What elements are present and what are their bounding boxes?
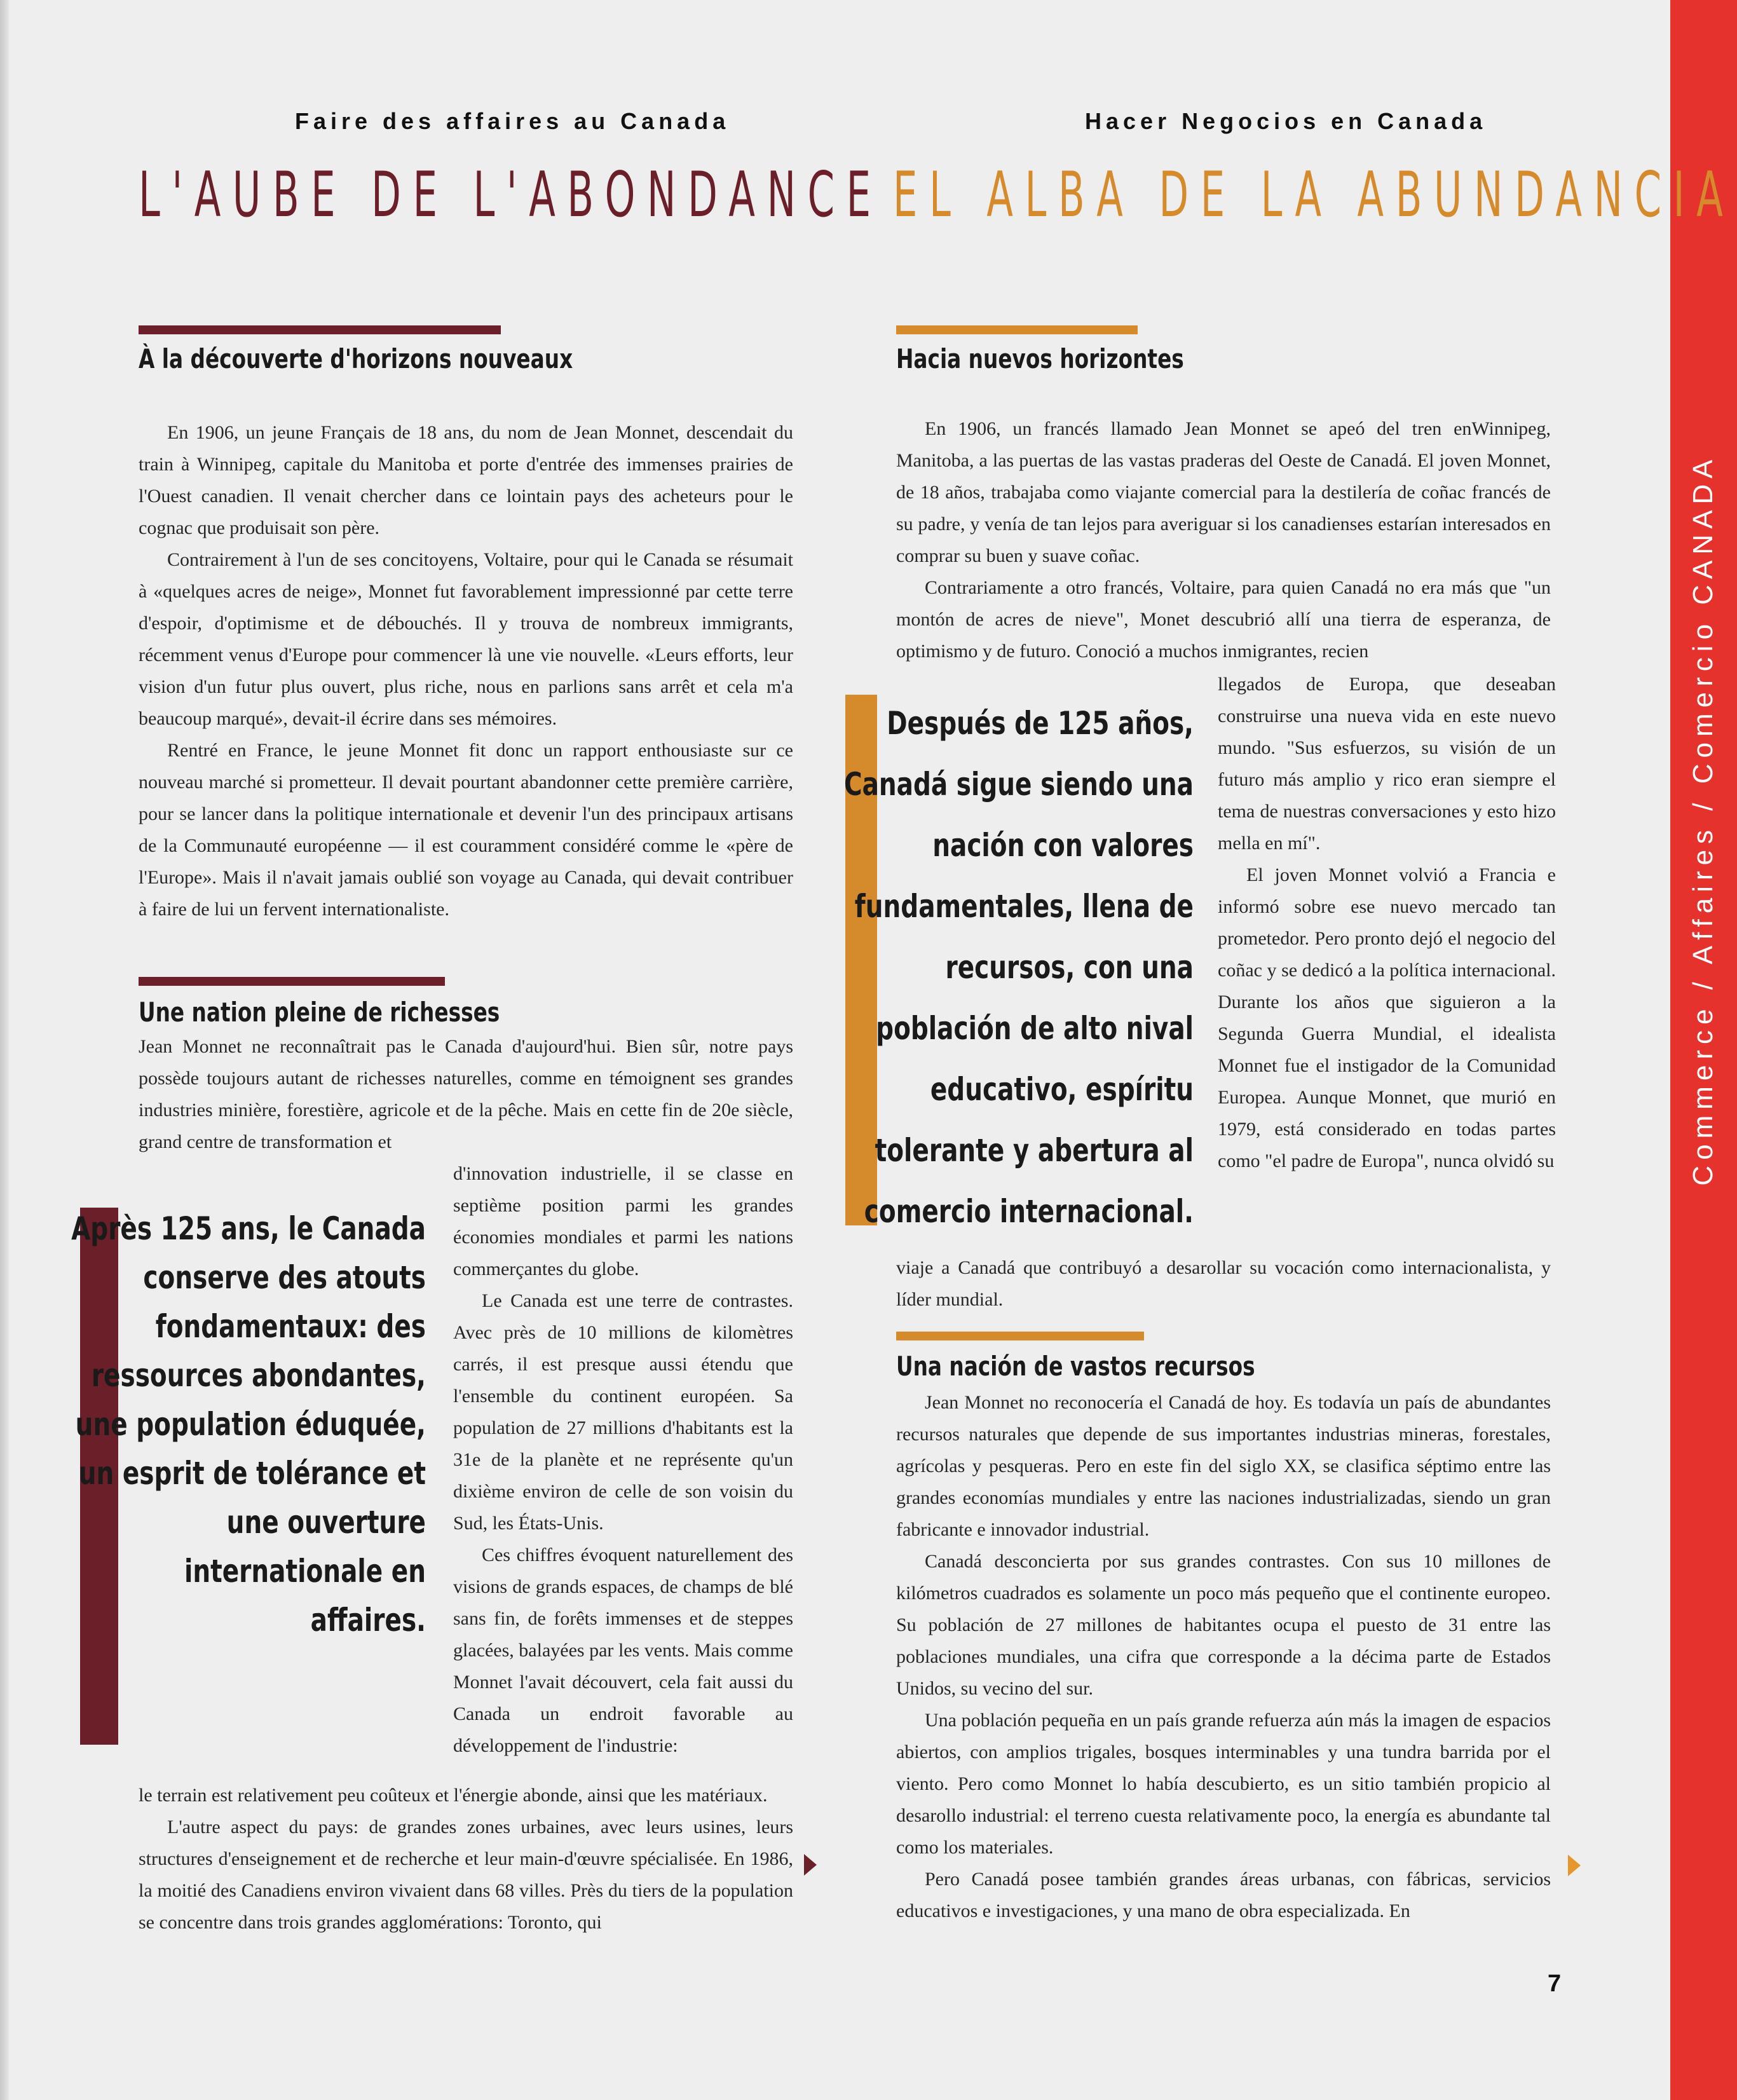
french-paragraph: En 1906, un jeune Français de 18 ans, du nom de Jean Monnet, descendait du train à Winnipeg, capitale du Manitoba et porte d'entrée des immenses prairies de l'Ouest canadien. Il venait chercher dans ce lointain pays des acheteurs pour le cognac que produisait son père.: [139, 422, 793, 538]
spanish-section2-rule: [896, 1332, 1144, 1340]
french-section1-rule: [139, 325, 501, 334]
french-title: L'AUBE DE L'ABONDANCE: [139, 159, 883, 231]
french-paragraph: Le Canada est une terre de contrastes. Avec près de 10 millions de kilomètres carrés, il est presque aussi étendu que l'ensemble du continent européen. Sa population de 27 millions d'habitants est la 31e de la planète et ne représente qu'un dixième environ de celle de son voisin du Sud, les États-Unis.: [453, 1290, 793, 1534]
french-kicker: Faire des affaires au Canada: [295, 108, 730, 134]
spanish-paragraph: Canadá desconcierta por sus grandes contrastes. Con sus 10 millones de kilómetros cuadrados es solamente un poco más pequeño que el continente europeo. Su población de 27 millones de habitantes ocupa el puesto de 31 entre las poblaciones mundiales, una cifra que corresponde a la décima parte de Estados Unidos, su vecino del sur.: [896, 1551, 1551, 1699]
spanish-title: EL ALBA DE LA ABUNDANCIA: [893, 159, 1735, 231]
french-pullquote: Après 125 ans, le Canada conserve des atouts fondamentaux: des ressources abondantes, une population éduquée, un esprit de tolérance et une ouverture internationale en affaires.: [71, 1210, 426, 1639]
side-strip-label: Commerce / Affaires / Comercio CANADA: [1687, 454, 1719, 1186]
spanish-section1-body: [896, 413, 1551, 667]
spanish-paragraph: Pero Canadá posee también grandes áreas urbanas, con fábricas, servicios educativos e investigaciones, y una mano de obra especializada. En: [896, 1869, 1551, 1921]
french-paragraph: L'autre aspect du pays: de grandes zones urbaines, avec leurs usines, leurs structures d'enseignement et de recherche et leur main-d'œuvre spécialisée. En 1986, la moitié des Canadiens environ vivaient dans 68 villes. Près du tiers de la population se concentre dans trois grandes agglomérations: Toronto, qui: [139, 1817, 793, 1933]
continue-arrow-icon: [1568, 1855, 1581, 1876]
french-section2-lead: [139, 1031, 793, 1158]
spanish-paragraph: En 1906, un francés llamado Jean Monnet se apeó del tren enWinnipeg, Manitoba, a las puertas de las vastas praderas del Oeste de Canadá. El joven Monnet, de 18 años, trabajaba como viajante comercial para la destilería de coñac francés de su padre, y venía de tan lejos para averiguar si los canadienses estarían interesados en comprar su buen y suave coñac.: [896, 418, 1551, 566]
page-number: 7: [1548, 1970, 1562, 1997]
french-paragraph: Ces chiffres évoquent naturellement des visions de grands espaces, de champs de blé sans fin, de forêts immenses et de steppes glacées, balayées par les vents. Mais comme Monnet l'avait découvert, cela fait aussi du Canada un endroit favorable au développement de l'industrie:: [453, 1544, 793, 1756]
french-section2-heading: Une nation pleine de richesses: [139, 997, 500, 1028]
page-binding-edge: [0, 0, 9, 2100]
spanish-section1-column: [1218, 669, 1556, 1177]
french-paragraph: Contrairement à l'un de ses concitoyens, Voltaire, pour qui le Canada se résumait à «quelques acres de neige», Monnet fut favorablement impressionné par cette terre d'espoir, d'optimisme et de débouchés. Il y trouva de nombreux immigrants, récemment venus d'Europe pour commencer là une vie nouvelle. «Leurs efforts, leur vision d'un futur plus ouvert, plus riche, nous en parlions sans arrêt et cela m'a beaucoup marqué», devait-il écrire dans ses mémoires.: [139, 549, 793, 729]
spanish-paragraph: El joven Monnet volvió a Francia e informó sobre ese nuevo mercado tan prometedor. Pero pronto dejó el negocio del coñac y se dedicó a la política internacional. Durante los años que siguieron a la Segunda Guerra Mundial, el idealista Monnet fue el instigador de la Comunidad Europea. Aunque Monnet, que murió en 1979, está considerado en todas partes como "el padre de Europa", nunca olvidó su: [1218, 864, 1556, 1171]
side-strip: [1670, 0, 1737, 2100]
french-paragraph: Jean Monnet ne reconnaîtrait pas le Canada d'aujourd'hui. Bien sûr, notre pays possède toujours autant de richesses naturelles, comme en témoignent ses grandes industries minière, forestière, agricole et de la pêche. Mais en cette fin de 20e siècle, grand centre de transformation et: [139, 1036, 793, 1152]
spanish-section1-rule: [896, 325, 1138, 334]
french-paragraph: d'innovation industrielle, il se classe en septième position parmi les grandes économies mondiales et parmi les nations commerçantes du globe.: [453, 1163, 793, 1279]
french-paragraph: le terrain est relativement peu coûteux et l'énergie abonde, ainsi que les matériaux.: [139, 1785, 768, 1806]
spanish-section2-body: [896, 1387, 1551, 1927]
spanish-paragraph: Contrariamente a otro francés, Voltaire, para quien Canadá no era más que "un montón de acres de nieve", Monet descubrió allí una tierra de esperanza, de optimismo y de futuro. Conoció a muchos inmigrantes, recien: [896, 577, 1551, 662]
french-section2-rule: [139, 977, 445, 986]
french-paragraph: Rentré en France, le jeune Monnet fit donc un rapport enthousiaste sur ce nouveau marché si prometteur. Il devait pourtant abandonner cette première carrière, pour se lancer dans la politique internationale et devenir l'un des principaux artisans de la Communauté européenne — il est couramment considéré comme le «père de l'Europe». Mais il n'avait jamais oublié son voyage au Canada, qui devait contribuer à faire de lui un fervent internationaliste.: [139, 740, 793, 920]
french-section1-body: [139, 417, 793, 925]
french-section1-heading: À la découverte d'horizons nouveaux: [139, 343, 573, 374]
spanish-paragraph: Jean Monnet no reconocería el Canadá de hoy. Es todavía un país de abundantes recursos naturales que depende de sus importantes industrias mineras, forestales, agrícolas y pesqueras. Pero en este fin del siglo XX, se clasifica séptimo entre las grandes economías mundiales y entre las naciones industrializadas, siendo un gran fabricante e innovador industrial.: [896, 1392, 1551, 1540]
french-section2-tail: [139, 1780, 793, 1939]
french-section2-column: [453, 1158, 793, 1762]
continue-arrow-icon: [804, 1854, 817, 1876]
spanish-paragraph: llegados de Europa, que deseaban construirse una nueva vida en este nuevo mundo. "Sus esfuerzos, su visión de un futuro más amplio y rico eran siempre el tema de nuestras conversaciones y esto hizo mella en mí".: [1218, 674, 1556, 854]
spanish-pullquote: Después de 125 años, Canadá sigue siendo una nación con valores fundamentales, llena de recursos, con una población de alto nival educativo, espíritu tolerante y abertura al comercio internacional.: [843, 705, 1194, 1230]
spanish-section1-heading: Hacia nuevos horizontes: [896, 343, 1184, 374]
spanish-kicker: Hacer Negocios en Canada: [1085, 108, 1487, 134]
spanish-paragraph: Una población pequeña en un país grande refuerza aún más la imagen de espacios abiertos, con amplios trigales, bosques interminables y una tundra barrida por el viento. Pero como Monnet lo había descubierto, es un sitio también propicio al desarollo industrial: el terreno cuesta relativamente poco, la energía es abundante tal como los materiales.: [896, 1710, 1551, 1858]
spanish-section1-tail: [896, 1252, 1551, 1316]
spanish-section2-heading: Una nación de vastos recursos: [896, 1351, 1255, 1382]
spanish-paragraph: viaje a Canadá que contribuyó a desarollar su vocación como internacionalista, y líder mundial.: [896, 1257, 1551, 1310]
